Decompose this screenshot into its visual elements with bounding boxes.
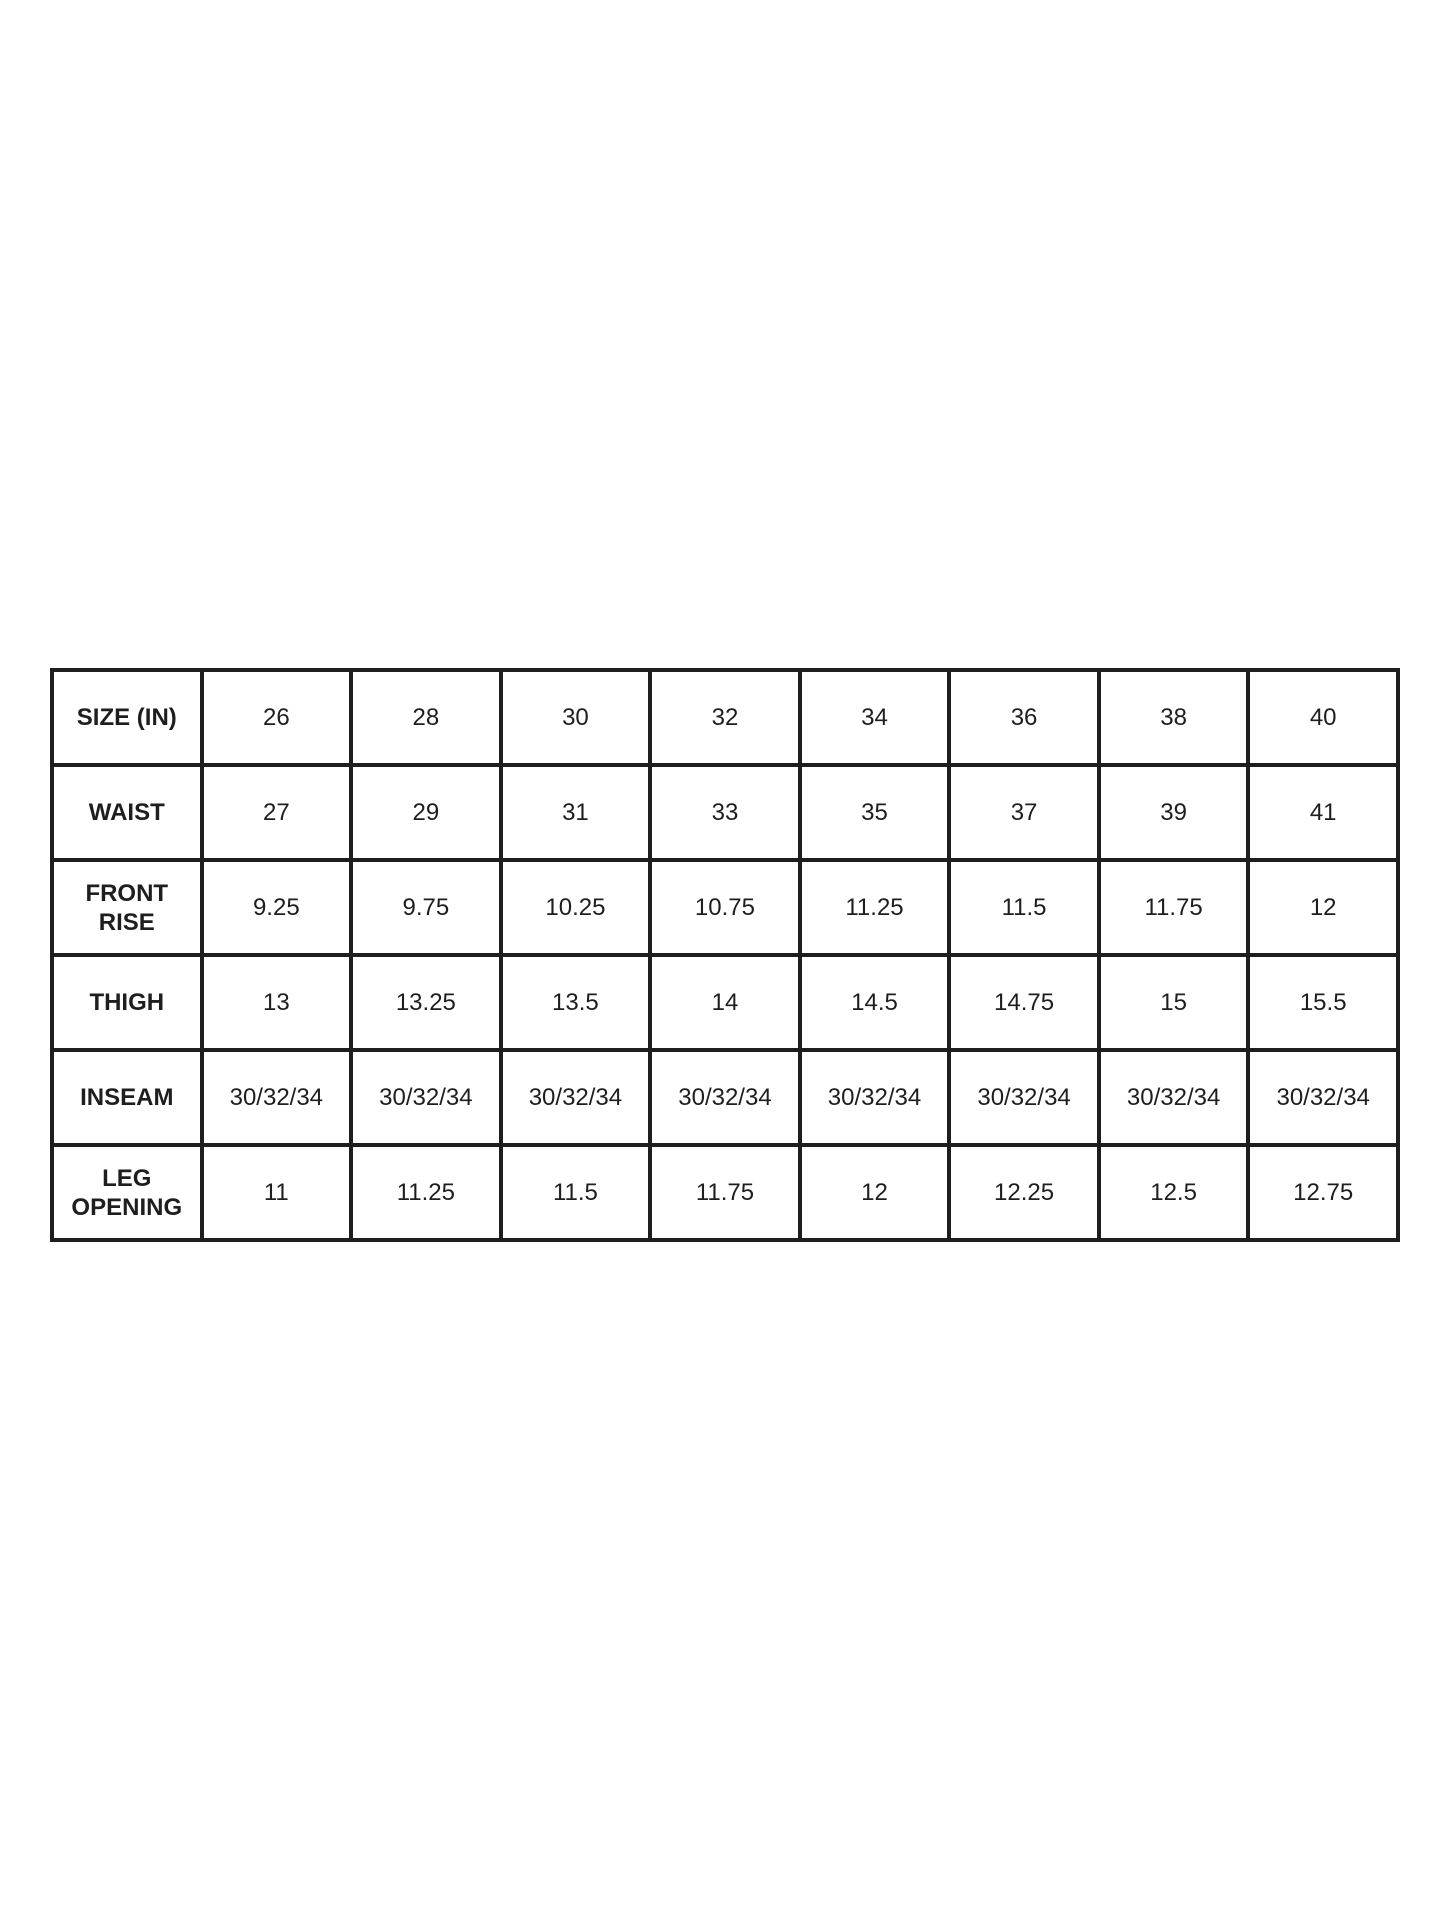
table-cell: 26 — [202, 670, 352, 765]
table-row-leg-opening — [52, 1145, 1398, 1240]
table-cell: 28 — [351, 670, 501, 765]
table-cell: 33 — [650, 765, 800, 860]
table-row-size — [52, 670, 1398, 765]
table-cell: 30/32/34 — [949, 1050, 1099, 1145]
table-cell: 31 — [501, 765, 651, 860]
table-cell: 30/32/34 — [1099, 1050, 1249, 1145]
row-label: LEG OPENING — [52, 1145, 202, 1240]
table-cell: 30/32/34 — [202, 1050, 352, 1145]
table-cell: 10.25 — [501, 860, 651, 955]
table-cell: 9.75 — [351, 860, 501, 955]
table-cell: 15.5 — [1248, 955, 1398, 1050]
table-cell: 13.5 — [501, 955, 651, 1050]
table-cell: 12.25 — [949, 1145, 1099, 1240]
table-cell: 12.75 — [1248, 1145, 1398, 1240]
table-cell: 32 — [650, 670, 800, 765]
table-cell: 38 — [1099, 670, 1249, 765]
table-row-front-rise — [52, 860, 1398, 955]
row-label: WAIST — [52, 765, 202, 860]
table-cell: 13.25 — [351, 955, 501, 1050]
table-cell: 11.25 — [800, 860, 950, 955]
table-cell: 30/32/34 — [501, 1050, 651, 1145]
table-cell: 30/32/34 — [650, 1050, 800, 1145]
table-cell: 36 — [949, 670, 1099, 765]
table-cell: 12 — [1248, 860, 1398, 955]
table-cell: 11.75 — [1099, 860, 1249, 955]
table-cell: 14.5 — [800, 955, 950, 1050]
table-cell: 12 — [800, 1145, 950, 1240]
table-cell: 13 — [202, 955, 352, 1050]
table-cell: 37 — [949, 765, 1099, 860]
table-cell: 11.5 — [501, 1145, 651, 1240]
table-row-waist — [52, 765, 1398, 860]
table-cell: 11 — [202, 1145, 352, 1240]
size-chart-table — [50, 668, 1400, 1242]
table-cell: 14 — [650, 955, 800, 1050]
row-label: FRONT RISE — [52, 860, 202, 955]
table-cell: 11.5 — [949, 860, 1099, 955]
table-cell: 34 — [800, 670, 950, 765]
table-row-inseam — [52, 1050, 1398, 1145]
row-label: INSEAM — [52, 1050, 202, 1145]
table-cell: 15 — [1099, 955, 1249, 1050]
table-cell: 39 — [1099, 765, 1249, 860]
table-cell: 11.25 — [351, 1145, 501, 1240]
table-cell: 29 — [351, 765, 501, 860]
table-cell: 11.75 — [650, 1145, 800, 1240]
table-cell: 14.75 — [949, 955, 1099, 1050]
row-label: THIGH — [52, 955, 202, 1050]
table-row-thigh — [52, 955, 1398, 1050]
table-cell: 40 — [1248, 670, 1398, 765]
table-cell: 10.75 — [650, 860, 800, 955]
table-cell: 30/32/34 — [1248, 1050, 1398, 1145]
table-cell: 9.25 — [202, 860, 352, 955]
row-label: SIZE (IN) — [52, 670, 202, 765]
table-cell: 30/32/34 — [800, 1050, 950, 1145]
table-cell: 27 — [202, 765, 352, 860]
table-cell: 30 — [501, 670, 651, 765]
table-cell: 30/32/34 — [351, 1050, 501, 1145]
table-cell: 12.5 — [1099, 1145, 1249, 1240]
table-cell: 35 — [800, 765, 950, 860]
table-cell: 41 — [1248, 765, 1398, 860]
